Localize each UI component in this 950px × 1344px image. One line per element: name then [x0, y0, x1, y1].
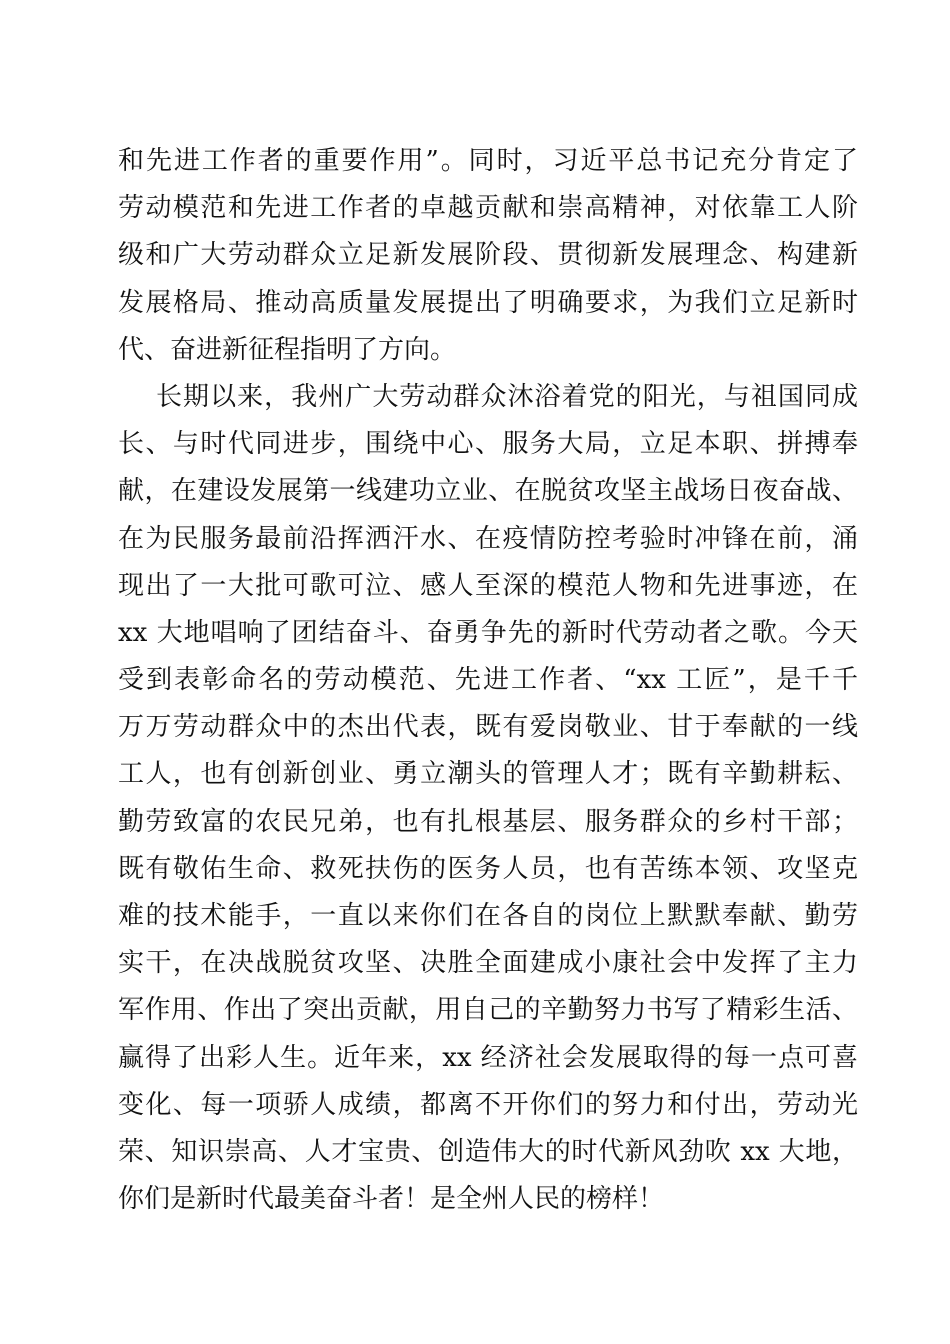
text-line: 长期以来，我州广大劳动群众沐浴着党的阳光，与祖国同成	[156, 381, 858, 412]
body-text	[118, 138, 858, 1223]
text-line: 现出了一大批可歌可泣、感人至深的模范人物和先进事迹，在	[118, 570, 858, 601]
paragraph-2	[118, 374, 858, 1223]
text-line: 实干，在决战脱贫攻坚、决胜全面建成小康社会中发挥了主力	[118, 948, 858, 979]
text-line: 和先进工作者的重要作用”。同时，习近平总书记充分肯定了	[118, 146, 858, 176]
text-line: 赢得了出彩人生。近年来，xx 经济社会发展取得的每一点可喜	[118, 1042, 858, 1073]
text-line: 荣、知识崇高、人才宝贵、创造伟大的时代新风劲吹 xx 大地，	[118, 1136, 858, 1167]
text-line: 军作用、作出了突出贡献，用自己的辛勤努力书写了精彩生活、	[118, 995, 858, 1026]
text-line: 既有敬佑生命、救死扶伤的医务人员，也有苦练本领、攻坚克	[118, 853, 858, 884]
text-line: 工人，也有创新创业、勇立潮头的管理人才；既有辛勤耕耘、	[118, 759, 858, 790]
text-line: 勤劳致富的农民兄弟，也有扎根基层、服务群众的乡村干部；	[118, 806, 858, 837]
text-line: 万万劳动群众中的杰出代表，既有爱岗敬业、甘于奉献的一线	[118, 712, 858, 743]
text-line: xx 大地唱响了团结奋斗、奋勇争先的新时代劳动者之歌。今天	[118, 617, 858, 648]
text-line: 变化、每一项骄人成绩，都离不开你们的努力和付出，劳动光	[118, 1089, 858, 1120]
text-line: 你们是新时代最美奋斗者！是全州人民的榜样！	[118, 1184, 665, 1215]
text-line: 受到表彰命名的劳动模范、先进工作者、“xx 工匠”，是千千	[118, 665, 858, 696]
text-line: 劳动模范和先进工作者的卓越贡献和崇高精神，对依靠工人阶	[118, 193, 858, 224]
text-line: 献，在建设发展第一线建功立业、在脱贫攻坚主战场日夜奋战、	[118, 476, 858, 507]
text-line: 发展格局、推动高质量发展提出了明确要求，为我们立足新时	[118, 287, 858, 318]
text-line: 在为民服务最前沿挥洒汗水、在疫情防控考验时冲锋在前，涌	[118, 523, 858, 554]
text-line: 难的技术能手，一直以来你们在各自的岗位上默默奉献、勤劳	[118, 901, 858, 931]
text-line: 长、与时代同进步，围绕中心、服务大局，立足本职、拼搏奉	[118, 429, 858, 460]
text-line: 级和广大劳动群众立足新发展阶段、贯彻新发展理念、构建新	[118, 240, 858, 271]
paragraph-1	[118, 138, 858, 374]
text-line: 代、奋进新征程指明了方向。	[118, 334, 457, 365]
